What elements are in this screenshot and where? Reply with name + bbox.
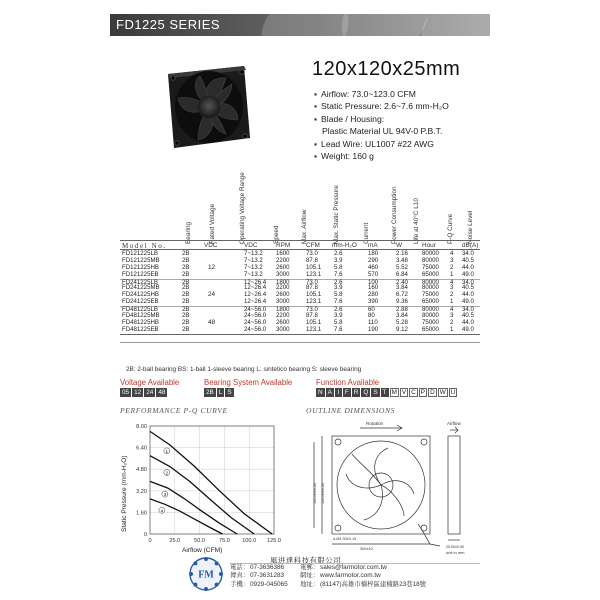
cell-w: 9.36: [396, 298, 408, 306]
col-header-power: Power Consumption: [391, 186, 398, 244]
contact-left: 電話：07-3636386 傳真：07-3631283 手機：0929-045065: [230, 564, 288, 588]
x-tick-label: 75.0: [218, 538, 230, 544]
series-label-4: 4: [160, 508, 164, 514]
voltage-available-label: Voltage Available: [120, 378, 180, 387]
cell-bearing: 2B: [182, 263, 190, 271]
cell-model: FD241225MB: [122, 284, 160, 292]
series-title: FD1225 SERIES: [116, 17, 221, 32]
y-tick-label: 0: [143, 532, 147, 538]
cell-pressure: 7.6: [334, 325, 343, 333]
cell-cfm: 105.1: [306, 291, 322, 299]
cell-range: 24~56.0: [244, 312, 267, 320]
voltage-group-12: 12: [208, 264, 216, 271]
cell-hour: 80000: [422, 250, 439, 257]
voltage-code: 05: [122, 389, 130, 396]
contact-right: 電郵：sales@farmotor.com.tw 網址：www.farmotor.com.tw 地址：(81147)高雄市楠梓區建楠路23巷18號: [300, 564, 427, 588]
cell-pressure: 3.9: [334, 312, 343, 320]
cell-dba: 40.5: [462, 256, 474, 264]
cell-range: 12~26.4: [244, 284, 267, 292]
cell-dba: 34.0: [462, 278, 474, 286]
table-row: [120, 299, 480, 306]
spec-blade-housing: ▪ Blade / Housing:: [314, 113, 385, 124]
function-codes: [316, 388, 458, 397]
y-axis-label: Static Pressure (mm-H₂O): [121, 455, 128, 532]
cell-rpm: 1600: [276, 250, 290, 257]
cell-range: 7~13.2: [244, 270, 263, 278]
series-label-2: 2: [165, 470, 169, 476]
cell-bearing: 2B: [182, 312, 190, 320]
cell-hour: 80000: [422, 256, 439, 264]
cell-model: FD481225EB: [122, 325, 159, 333]
cell-cfm: 123.1: [306, 298, 322, 306]
cell-w: 5.52: [396, 263, 408, 271]
cell-hour: 75000: [422, 263, 439, 271]
cell-rpm: 3000: [276, 270, 290, 278]
cell-rpm: 2200: [276, 284, 290, 292]
cell-pressure: 5.8: [334, 318, 343, 326]
function-code: S: [373, 389, 378, 396]
cell-pq: 2: [450, 291, 454, 299]
cell-bearing: 2B: [182, 306, 190, 314]
cell-cfm: 87.8: [306, 256, 318, 264]
cell-hour: 65000: [422, 270, 439, 278]
cell-dba: 40.5: [462, 284, 474, 292]
col-header-rated-voltage: Rated Voltage: [209, 203, 216, 244]
cell-range: 12~26.4: [244, 298, 267, 306]
outline-section-title: OUTLINE DIMENSIONS: [306, 406, 396, 415]
cell-ma: 570: [368, 270, 379, 278]
cell-w: 2.16: [396, 250, 408, 257]
spec-static-pressure: ▪ Static Pressure: 2.6~7.6 mm-H₂O: [314, 101, 449, 112]
fax-number: 07-3631283: [250, 572, 285, 580]
series-line-4: [150, 499, 222, 534]
cell-bearing: 2B: [182, 291, 190, 299]
cell-model: FD481225MB: [122, 312, 160, 320]
cell-rpm: 2600: [276, 318, 290, 326]
cell-pressure: 5.8: [334, 291, 343, 299]
table-units-row: Model No. VDC VDC RPM CFM mm-H₂O mA W Hour dB(A): [122, 242, 479, 250]
phone-number: 07-3636386: [250, 564, 285, 571]
airflow-dir-label: Airflow: [447, 421, 461, 426]
cell-dba: 34.0: [462, 250, 474, 257]
cell-model: FD241225HB: [122, 291, 159, 299]
cell-dba: 44.0: [462, 318, 474, 326]
cell-bearing: 2B: [182, 278, 190, 286]
cell-hour: 80000: [422, 312, 439, 320]
cell-range: 7~13.2: [244, 263, 263, 271]
cell-range: 24~56.0: [244, 325, 267, 333]
cell-ma: 390: [368, 298, 379, 306]
cell-hour: 75000: [422, 291, 439, 299]
cell-range: 7~13.2: [244, 256, 263, 264]
cell-hour: 65000: [422, 325, 439, 333]
function-code: W: [439, 389, 446, 396]
cell-cfm: 87.8: [306, 284, 318, 292]
voltage-code: 12: [134, 389, 142, 396]
cell-dba: 34.0: [462, 306, 474, 314]
x-tick-label: 0: [148, 538, 152, 544]
cell-dba: 44.0: [462, 263, 474, 271]
cell-model: FD121225MB: [122, 256, 160, 264]
cell-pq: 3: [450, 284, 454, 292]
spec-weight: ▪ Weight: 160 g: [314, 151, 374, 162]
pq-curve-chart: [118, 418, 318, 568]
cell-ma: 80: [368, 312, 375, 320]
function-code: U: [450, 389, 456, 396]
cell-rpm: 2200: [276, 256, 290, 264]
company-name: 風进達科技有限公司: [270, 556, 342, 565]
cell-ma: 190: [368, 325, 379, 333]
col-header-operating-range: Operating Voltage Range: [239, 172, 246, 244]
fan-product-image: [160, 60, 252, 152]
cell-model: FD241225LB: [122, 278, 158, 286]
col-header-life: Life at 40°C L10: [413, 198, 420, 244]
cell-range: 24~56.0: [244, 318, 267, 326]
bearing-code: L: [218, 389, 223, 396]
voltage-codes: [120, 388, 168, 397]
cell-cfm: 73.0: [306, 278, 318, 286]
table-bottom-rule: [120, 334, 480, 335]
cell-dba: 40.5: [462, 312, 474, 320]
cell-pq: 3: [450, 312, 454, 320]
table-row: [120, 327, 480, 334]
fan-size-title: 120x120x25mm: [312, 58, 461, 80]
cell-w: 3.48: [396, 256, 408, 264]
spec-list: [314, 88, 449, 162]
cell-cfm: 73.0: [306, 306, 318, 314]
y-tick-label: 4.80: [136, 467, 147, 474]
outline-hole-tl: [335, 439, 341, 445]
cell-w: 2.40: [396, 278, 408, 286]
email-link[interactable]: sales@farmotor.com.tw: [320, 564, 387, 571]
bearing-legend: 2B: 2-ball bearing BS: 1-ball 1-sleeve bearing L: sintetico bearing S: sleeve bearing: [126, 366, 362, 373]
cell-bearing: 2B: [182, 256, 190, 264]
function-code: N: [318, 389, 323, 396]
cell-rpm: 1800: [276, 306, 290, 314]
y-tick-label: 3.20: [136, 488, 147, 495]
col-header-max-airflow: Max. Airflow: [301, 209, 308, 244]
outline-hole-tr: [421, 439, 427, 445]
cell-bearing: 2B: [182, 298, 190, 306]
cell-cfm: 73.0: [306, 250, 318, 257]
y-tick-label: 6.40: [136, 445, 147, 452]
voltage-group-24: 24: [208, 291, 216, 298]
cell-ma: 290: [368, 256, 379, 264]
table-bottom-rule-2: [120, 342, 480, 343]
col-header-bearing: Bearing: [185, 221, 192, 244]
cell-ma: 100: [368, 278, 379, 286]
cell-bearing: 2B: [182, 270, 190, 278]
cell-rpm: 3000: [276, 325, 290, 333]
function-code: I: [335, 388, 342, 397]
voltage-code: 48: [158, 389, 166, 396]
series-label-3: 3: [163, 492, 167, 498]
series-label-1: 1: [165, 448, 169, 454]
cell-pq: 1: [450, 325, 454, 333]
cell-w: 3.84: [396, 312, 408, 320]
function-code: V: [401, 389, 407, 396]
cell-rpm: 3000: [276, 298, 290, 306]
spec-lead-wire: ▪ Lead Wire: UL1007 #22 AWG: [314, 138, 434, 149]
cell-cfm: 105.1: [306, 263, 322, 271]
function-code: Q: [363, 389, 369, 396]
function-code: D: [430, 389, 435, 396]
function-code: C: [411, 389, 416, 396]
cell-dba: 49.0: [462, 270, 474, 278]
cell-pq: 4: [450, 250, 454, 257]
cell-bearing: 2B: [182, 318, 190, 326]
model-table: [120, 251, 480, 334]
cell-pq: 4: [450, 278, 454, 286]
dim-side-1: 120.00±0.50: [321, 482, 325, 504]
dim-lead: 300±10: [360, 547, 373, 551]
cell-rpm: 1800: [276, 278, 290, 286]
col-header-noise: Noise Level: [467, 210, 474, 244]
cell-pressure: 7.6: [334, 298, 343, 306]
cell-hour: 80000: [422, 278, 439, 286]
address: (81147)高雄市楠梓區建楠路23巷18號: [320, 580, 427, 588]
cell-bearing: 2B: [182, 325, 190, 333]
function-code: A: [327, 389, 332, 396]
function-available-label: Function Available: [316, 378, 380, 387]
cell-range: 24~56.0: [244, 306, 267, 314]
cell-ma: 280: [368, 291, 379, 299]
cell-dba: 44.0: [462, 291, 474, 299]
outline-dimensions-drawing: [300, 420, 480, 555]
cell-range: 12~26.4: [244, 291, 267, 299]
spec-airflow: ▪ Airflow: 73.0~123.0 CFM: [314, 89, 416, 99]
cell-pressure: 2.6: [334, 278, 343, 286]
cell-pressure: 3.9: [334, 284, 343, 292]
series-line-1: [150, 431, 272, 534]
x-tick-label: 125.0: [267, 538, 281, 544]
cell-rpm: 2600: [276, 291, 290, 299]
performance-section-title: PERFORMANCE P-Q CURVE: [120, 406, 228, 415]
col-header-max-static-pressure: Max. Static Pressure: [333, 185, 340, 244]
function-code: T: [382, 389, 387, 396]
cell-pressure: 7.6: [334, 270, 343, 278]
spec-blade-material: Plastic Material UL 94V-0 P.B.T.: [322, 126, 443, 137]
cell-cfm: 123.1: [306, 270, 322, 278]
cell-pq: 2: [450, 318, 454, 326]
outline-hole-bl: [335, 525, 341, 531]
y-tick-label: 1.60: [136, 510, 147, 517]
cell-ma: 60: [368, 306, 375, 314]
cell-ma: 160: [368, 284, 379, 292]
cell-rpm: 2600: [276, 263, 290, 271]
cell-model: FD481225HB: [122, 318, 159, 326]
y-tick-label: 8.00: [136, 424, 147, 430]
x-tick-label: 25.0: [169, 538, 181, 544]
cell-ma: 460: [368, 263, 379, 271]
cell-dba: 49.0: [462, 325, 474, 333]
mobile-number: 0929-045065: [250, 580, 288, 588]
cell-w: 5.28: [396, 318, 408, 326]
cell-model: FD121225LB: [122, 250, 158, 257]
cell-ma: 110: [368, 318, 378, 326]
cell-cfm: 87.8: [306, 312, 318, 320]
website-link[interactable]: www.farmotor.com.tw: [320, 572, 381, 580]
function-code: M: [391, 389, 397, 396]
cell-pressure: 2.6: [334, 306, 343, 314]
x-tick-label: 50.0: [194, 538, 206, 544]
dim-units: unit in mm: [446, 550, 465, 555]
cell-model: FD481225LB: [122, 306, 158, 314]
function-code: P: [420, 389, 426, 396]
cell-hour: 75000: [422, 318, 439, 326]
cell-w: 2.88: [396, 306, 408, 314]
cell-w: 6.72: [396, 291, 408, 299]
cell-pq: 1: [450, 298, 454, 306]
cell-range: 7~13.2: [244, 250, 263, 257]
bearing-codes: [204, 388, 235, 397]
col-header-current: Current: [363, 222, 370, 244]
dim-width: 25.00±0.50: [446, 545, 464, 549]
cell-pressure: 5.8: [334, 263, 343, 271]
cell-hour: 80000: [422, 306, 439, 314]
cell-pressure: 2.6: [334, 250, 343, 257]
cell-w: 6.84: [396, 270, 408, 278]
cell-pq: 2: [450, 263, 454, 271]
function-code: R: [353, 389, 359, 396]
cell-cfm: 105.1: [306, 318, 322, 326]
bearing-code: 2B: [206, 389, 214, 396]
table-row: [120, 272, 480, 279]
cell-model: FD121225HB: [122, 263, 159, 271]
cell-ma: 180: [368, 250, 379, 257]
cell-pq: 3: [450, 256, 454, 264]
bearing-system-label: Bearing System Available: [204, 378, 293, 387]
cell-pq: 1: [450, 270, 454, 278]
voltage-group-48: 48: [208, 319, 216, 326]
dim-hole: 4-Ø4.30±0.15: [333, 537, 357, 541]
outline-side-view: [448, 436, 460, 534]
cell-bearing: 2B: [182, 250, 190, 257]
function-code: F: [344, 389, 349, 396]
cell-w: 3.84: [396, 284, 408, 292]
company-logo: [188, 556, 224, 592]
bearing-code: S: [227, 389, 232, 396]
cell-cfm: 123.1: [306, 325, 322, 333]
cell-w: 9.12: [396, 325, 408, 333]
cell-hour: 65000: [422, 298, 439, 306]
logo-text: FM: [198, 569, 214, 581]
x-axis-label: Airflow (CFM): [182, 547, 223, 554]
col-header-pq-curve: P-Q Curve: [447, 213, 454, 244]
cell-dba: 49.0: [462, 298, 474, 306]
cell-model: FD241225EB: [122, 298, 159, 306]
cell-model: FD121225EB: [122, 270, 159, 278]
cell-bearing: 2B: [182, 284, 190, 292]
cell-hour: 80000: [422, 284, 439, 292]
cell-rpm: 2200: [276, 312, 290, 320]
cell-range: 12~26.4: [244, 278, 267, 286]
cell-pressure: 3.9: [334, 256, 343, 264]
cell-pq: 4: [450, 306, 454, 314]
x-tick-label: 100.0: [242, 538, 257, 544]
col-header-speed: Speed: [273, 225, 280, 244]
dim-side-2: 105.00±0.30: [313, 482, 317, 504]
voltage-code: 24: [146, 389, 154, 396]
rotation-label: Rotation: [366, 421, 384, 426]
